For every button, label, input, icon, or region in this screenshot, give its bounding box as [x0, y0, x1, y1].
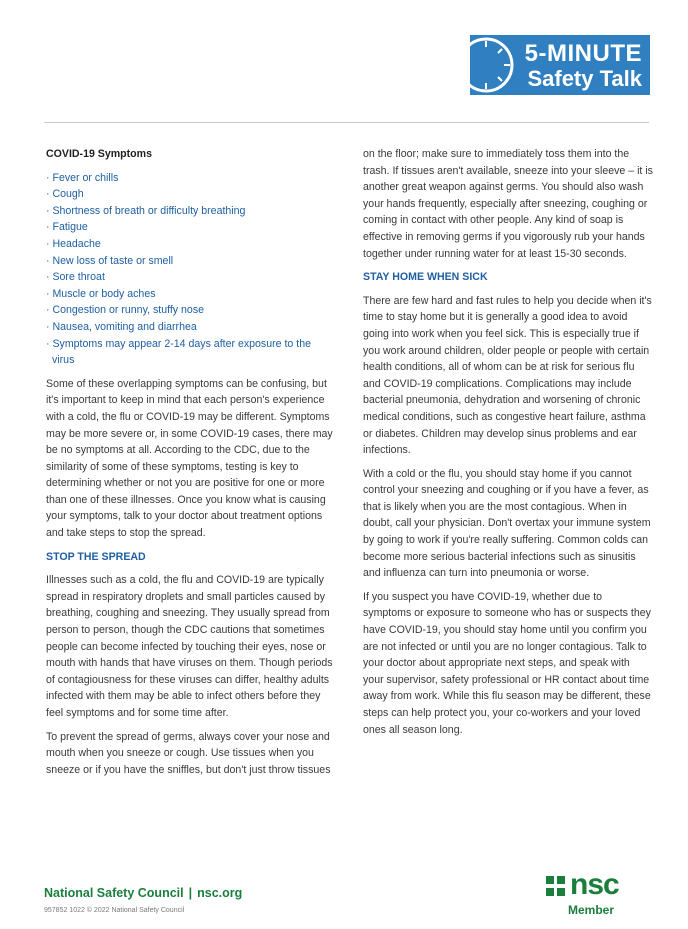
prevention-paragraph: To prevent the spread of germs, always cover your nose and mouth when you sneeze or cough. Use tissues when you sneeze or if you have the sniffles, but don't just throw tissues — [46, 730, 331, 776]
logo-title-line2: Safety Talk — [527, 66, 642, 91]
list-item: · Fatigue — [46, 221, 88, 234]
right-column — [363, 146, 653, 745]
footer-separator: | — [188, 886, 193, 900]
stop-the-spread-heading: STOP THE SPREAD — [46, 550, 146, 563]
header-divider — [44, 122, 649, 123]
list-item: · Congestion or runny, stuffy nose — [46, 304, 205, 317]
prevention-continued-paragraph: on the floor; make sure to immediately toss them into the trash. If tissues aren't available, sneeze into your sleeve – it is another great weapon against germs. You should also wash your hands frequently, especially after sneezing, coughing or coming in contact with other people. Any kind of soap is effective in removing germs if you vigorously rub your hands together under running water for at least 15-30 seconds. — [363, 148, 653, 260]
list-item: · Muscle or body aches — [46, 287, 156, 300]
nsc-logo-mark-icon — [546, 874, 568, 900]
stay-home-heading: STAY HOME WHEN SICK — [363, 271, 488, 284]
stay-home-paragraph: There are few hard and fast rules to help you decide when it's time to stay home but it is generally a good idea to avoid going into work when you feel sick. This is especially true if you work around children, older people or people with certain health conditions, all of whom can be at risk for serious flu and COVID-19 complications. Complications may include bacterial pneumonia, dehydration and worsening of chronic medical conditions, such as congestive heart failure, asthma or diabetes. Children may develop sinus problems and ear infections. — [363, 294, 652, 457]
intro-paragraph: Some of these overlapping symptoms can be confusing, but it's important to keep in mind that each person's experience with a cold, the flu or COVID-19 may be different. Symptoms may be more severe or, in some COVID-19 cases, there may be no symptoms at all. According to the CDC, due to the similarity of some of these symptoms, testing is key to determining whether or not you are positive for one or more than one of these illnesses. Once you know what is causing your symptoms, talk to your doctor about treatment options and take steps to stop the spread. — [46, 377, 333, 540]
five-minute-safety-talk-logo — [470, 35, 650, 95]
org-name: National Safety Council — [44, 886, 184, 900]
list-item: · Cough — [46, 188, 84, 201]
website-link[interactable]: nsc.org — [197, 886, 243, 900]
list-item: · New loss of taste or smell — [46, 254, 174, 267]
list-item: · Nausea, vomiting and diarrhea — [46, 320, 197, 333]
logo-title-line1: 5-MINUTE — [524, 40, 642, 67]
symptoms-list — [46, 170, 336, 369]
nsc-member-logo — [546, 870, 656, 920]
cold-flu-paragraph: With a cold or the flu, you should stay home if you cannot control your sneezing and coughing or if you have a fever, as that is likely when you are the most contagious. When in doubt, call your physician. Don't overtax your immune system by going to work if you're really suffering. Common colds can become more serious bacterial infections such as sinusitis and influenza can turn into pneumonia or worse. — [363, 467, 651, 580]
list-item: · Sore throat — [46, 271, 105, 284]
list-item: · Symptoms may appear 2-14 days after exposure to the virus — [46, 337, 311, 367]
spread-paragraph: Illnesses such as a cold, the flu and COVID-19 are typically spread in respiratory droplets and small particles caused by breathing, coughing and sneezing. They usually spread from person to person, though the CDC cautions that sometimes people can become infected by touching their eyes, nose or mouth with hands that have viruses on them. Though periods of contagiousness for these viruses can differ, healthy adults infected with them may be able to infect others before they feel symptoms and for some time after. — [46, 574, 333, 719]
footer-copyright: 957852 1022 © 2022 National Safety Council — [44, 907, 185, 914]
nsc-member-label: Member — [568, 903, 615, 917]
list-item: · Headache — [46, 237, 101, 250]
list-item: · Fever or chills — [46, 171, 119, 184]
footer-organization — [44, 886, 242, 900]
nsc-logo-text: nsc — [570, 868, 619, 901]
stopwatch-icon — [470, 35, 524, 95]
left-column — [46, 146, 336, 785]
suspect-covid-paragraph: If you suspect you have COVID-19, whether due to symptoms or exposure to someone who has or suspects they have COVID-19, you should stay home until you confirm you are not infected or until you are no longer contagious. Talk to your doctor about appropriate next steps, and speak with your supervisor, safety professional or HR contact about time away from work. While this flu season may be different, these steps can help protect you, your co-workers and your loved ones all season long. — [363, 590, 651, 736]
list-item: · Shortness of breath or difficulty breathing — [46, 204, 246, 217]
symptoms-heading: COVID-19 Symptoms — [46, 148, 152, 160]
